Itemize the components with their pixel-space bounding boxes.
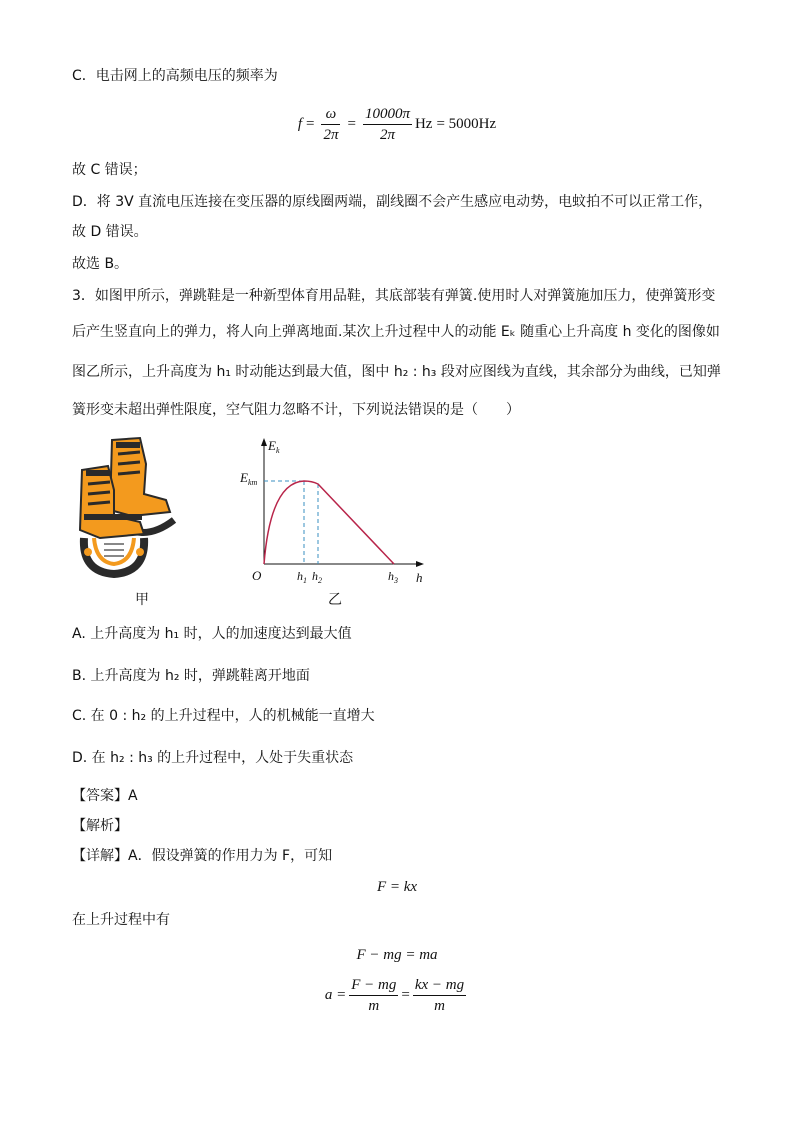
question3-line1: 3．如图甲所示，弹跳鞋是一种新型体育用品鞋，其底部装有弹簧.使用时人对弹簧施加压力，使弹簧形变 [72, 288, 716, 304]
option-c-conclusion: 故 C 错误； [72, 162, 147, 178]
y-axis-arrow-icon [261, 438, 267, 446]
accel-frac2 [413, 976, 466, 1015]
label-ekm-sub: km [247, 478, 258, 487]
question3-line3: 图乙所示，上升高度为 h₁ 时动能达到最大值，图中 h₂ : h₃ 段对应图线为直线，其余部分为曲线，已知弹 [72, 364, 721, 380]
label-ekm: E [240, 470, 248, 485]
option-d-line1: D．将 3V 直流电压连接在变压器的原线圈两端，副线圈不会产生感应电动势，电蚊拍不可以正常工作， [72, 194, 713, 210]
label-h-axis: h [416, 570, 423, 585]
label-ek: E [268, 438, 276, 453]
caption-jia: 甲 [135, 592, 149, 608]
x-axis-arrow-icon [416, 561, 424, 567]
frac-omega-den: 2π [323, 126, 339, 143]
label-ek-sub: k [275, 446, 280, 455]
option-b: B. 上升高度为 h₂ 时，弹跳鞋离开地面 [72, 668, 310, 684]
accel-frac2-den: m [434, 997, 445, 1014]
svg-text:h3 [388, 569, 398, 585]
answer-b: 故选 B。 [72, 256, 129, 272]
formula-result: = 5000Hz [436, 115, 497, 132]
frac-10000pi-den: 2π [379, 126, 395, 143]
hooke-equation: F = kx [376, 878, 418, 895]
rising-text: 在上升过程中有 [72, 912, 170, 928]
question3-line4: 簧形变未超出弹性限度，空气阻力忽略不计，下列说法错误的是（ ） [72, 402, 520, 418]
svg-text:h1 [297, 569, 307, 585]
label-h3: h [388, 569, 394, 583]
detail-line: 【详解】A．假设弹簧的作用力为 F，可知 [72, 848, 333, 864]
option-a: A. 上升高度为 h₁ 时，人的加速度达到最大值 [72, 626, 352, 642]
svg-text:Ek [267, 438, 280, 455]
accel-frac1 [349, 976, 398, 1015]
jumping-shoes-image [74, 434, 184, 580]
ek-curve [264, 481, 394, 564]
formula-unit-hz: Hz [414, 115, 433, 132]
accel-frac1-num: F − mg [349, 976, 398, 996]
frac-omega-num: ω [321, 105, 340, 125]
label-h1: h [297, 569, 303, 583]
accel-lhs: a = [324, 986, 347, 1003]
label-h2: h [312, 569, 318, 583]
label-h1-sub: 1 [303, 576, 307, 585]
formula-eq2: = [347, 115, 356, 132]
fraction-10000pi [363, 105, 412, 144]
formula-f: f [297, 115, 302, 132]
fraction-omega [321, 105, 340, 144]
formula-eq1: = [306, 115, 315, 132]
caption-yi: 乙 [328, 592, 342, 608]
frac-10000pi-num: 10000π [363, 105, 412, 125]
option-d: D. 在 h₂ : h₃ 的上升过程中，人处于失重状态 [72, 750, 354, 766]
accel-frac2-num: kx − mg [413, 976, 466, 996]
newton-equation: F − mg = ma [356, 946, 438, 963]
accel-eq: = [401, 986, 410, 1003]
option-c-text: C．电击网上的高频电压的频率为 [72, 68, 278, 84]
frequency-formula [0, 102, 794, 146]
label-origin: O [252, 568, 262, 583]
acceleration-equation [0, 972, 794, 1018]
analysis-label: 【解析】 [72, 818, 128, 834]
option-c: C. 在 0 : h₂ 的上升过程中，人的机械能一直增大 [72, 708, 375, 724]
ek-h-graph [240, 434, 430, 590]
label-h3-sub: 3 [394, 576, 398, 585]
answer-label: 【答案】A [72, 788, 138, 804]
svg-text:h2 [312, 569, 322, 585]
option-d-line2: 故 D 错误。 [72, 224, 148, 240]
accel-frac1-den: m [368, 997, 380, 1014]
question3-line2: 后产生竖直向上的弹力，将人向上弹离地面.某次上升过程中人的动能 Eₖ 随重心上升高度 h 变化的图像如 [72, 324, 720, 340]
svg-text:Ekm [240, 470, 258, 487]
label-h2-sub: 2 [318, 576, 322, 585]
